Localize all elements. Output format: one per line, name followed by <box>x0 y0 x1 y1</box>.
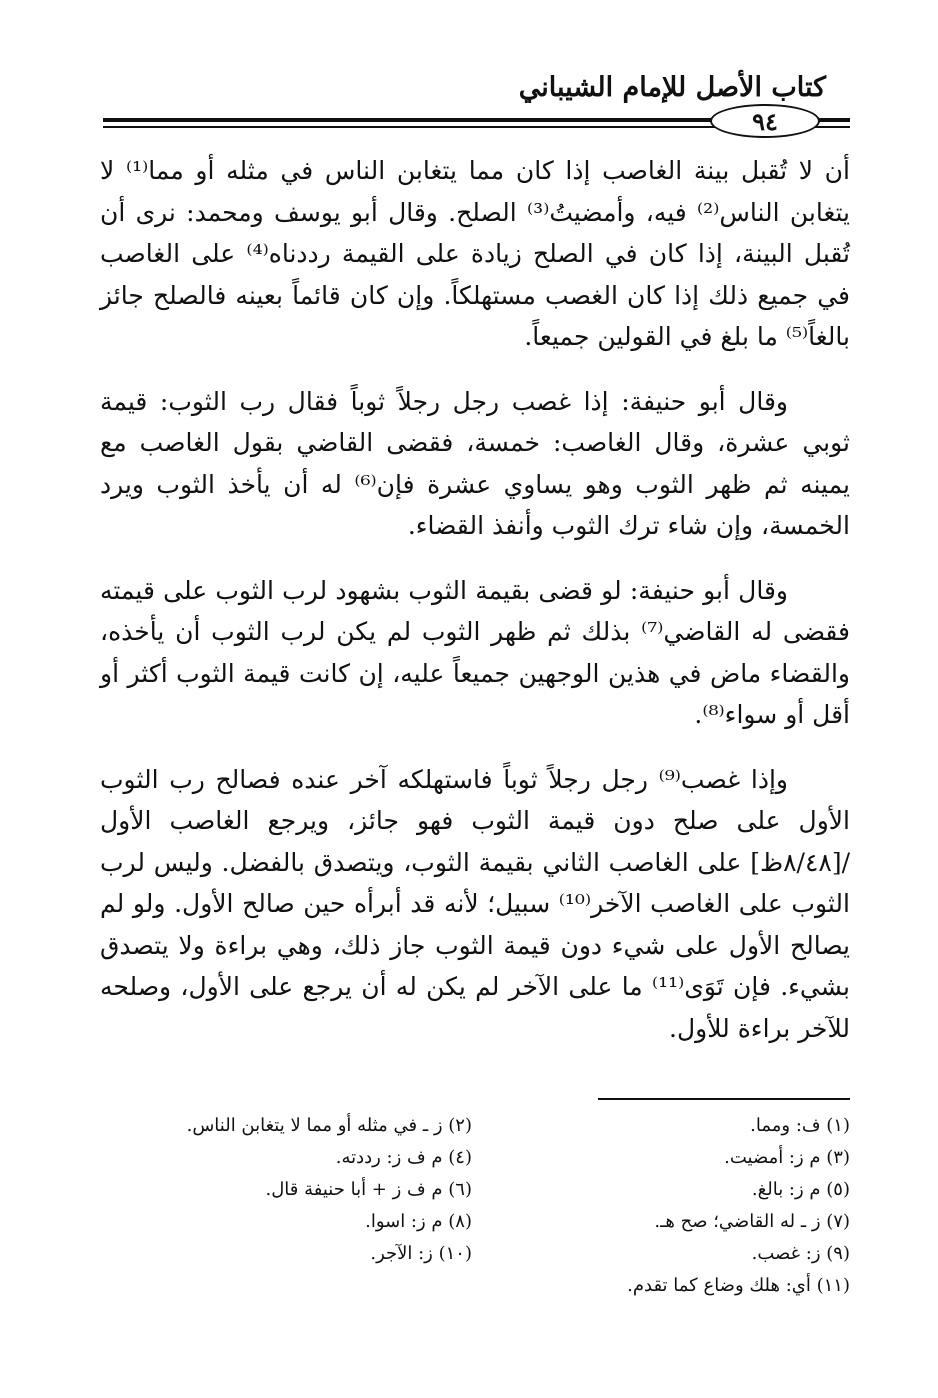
paragraph: أن لا تُقبل بينة الغاصب إذا كان مما يتغابن الناس في مثله أو مما⁽¹⁾ لا يتغابن الناس⁽²⁾ فيه، وأمضيتُ⁽³⁾ الصلح. وقال أبو يوسف ومحمد: نرى أن تُقبل البينة، إذا كان في الصلح زيادة على القيمة رددناه⁽⁴⁾ على الغاصب في جميع ذلك إذا كان الغصب مستهلكاً. وإن كان قائماً بعينه فالصلح جائز بالغاً⁽⁵⁾ ما بلغ في القولين جميعاً. <box>100 156 851 351</box>
footnote-empty <box>100 1270 472 1302</box>
footnote-11: (١١) أي: هلك وضاع كما تقدم. <box>627 1275 850 1296</box>
footnote-3: (٣) م ز: أمضيت. <box>724 1147 850 1168</box>
paragraph: وقال أبو حنيفة: لو قضى بقيمة الثوب بشهود لرب الثوب على قيمته فقضى له القاضي⁽⁷⁾ بذلك ثم ظهر الثوب لم يكن لرب الثوب أن يأخذه، والقضاء ماض في هذين الوجهين جميعاً عليه، إن كانت قيمة الثوب أكثر أو أقل أو سواء⁽⁸⁾. <box>100 575 851 729</box>
footnote-4: (٤) م ف ز: رددته. <box>335 1147 472 1168</box>
footnote-5: (٥) م ز: بالغ. <box>751 1179 850 1200</box>
footnotes <box>100 1110 850 1302</box>
paragraph: وإذا غصب⁽⁹⁾ رجل رجلاً ثوباً فاستهلكه آخر عنده فصالح رب الثوب الأول على صلح دون قيمة الثوب فهو جائز، ويرجع الغاصب الأول /[٨/٤٨ظ] على الغاصب الثاني بقيمة الثوب، ويتصدق بالفضل. وليس لرب الثوب على الغاصب الآخر⁽¹⁰⁾ سبيل؛ لأنه قد أبرأه حين صالح الأول. ولو لم يصالح الأول على شيء دون قيمة الثوب جاز ذلك، وهي براءة ولا يتصدق بشيء. فإن تَوَى⁽¹¹⁾ ما على الآخر لم يكن له أن يرجع على الأول، وصلحه للآخر براءة للأول. <box>100 764 850 1043</box>
footnote-9: (٩) ز: غصب. <box>751 1243 850 1264</box>
book-title: كتاب الأصل للإمام الشيباني <box>518 72 826 103</box>
footnote-8: (٨) م ز: اسوا. <box>365 1211 472 1232</box>
page-number: ٩٤ <box>710 104 820 138</box>
footnote-6: (٦) م ف ز + أبا حنيفة قال. <box>265 1179 472 1200</box>
footnote-7: (٧) ز ـ له القاضي؛ صح هـ. <box>654 1211 850 1232</box>
main-text <box>100 150 850 1049</box>
footnote-1: (١) ف: ومما. <box>750 1115 850 1136</box>
paragraph: وقال أبو حنيفة: إذا غصب رجل رجلاً ثوباً فقال رب الثوب: قيمة ثوبي عشرة، وقال الغاصب: خمسة، فقضى القاضي بقول الغاصب مع يمينه ثم ظهر الثوب وهو يساوي عشرة فإن⁽⁶⁾ له أن يأخذ الثوب ويرد الخمسة، وإن شاء ترك الثوب وأنفذ القضاء. <box>100 386 850 540</box>
footnote-separator <box>598 1098 850 1100</box>
footnote-10: (١٠) ز: الآجر. <box>370 1243 472 1264</box>
footnote-2: (٢) ز ـ في مثله أو مما لا يتغابن الناس. <box>186 1115 472 1136</box>
